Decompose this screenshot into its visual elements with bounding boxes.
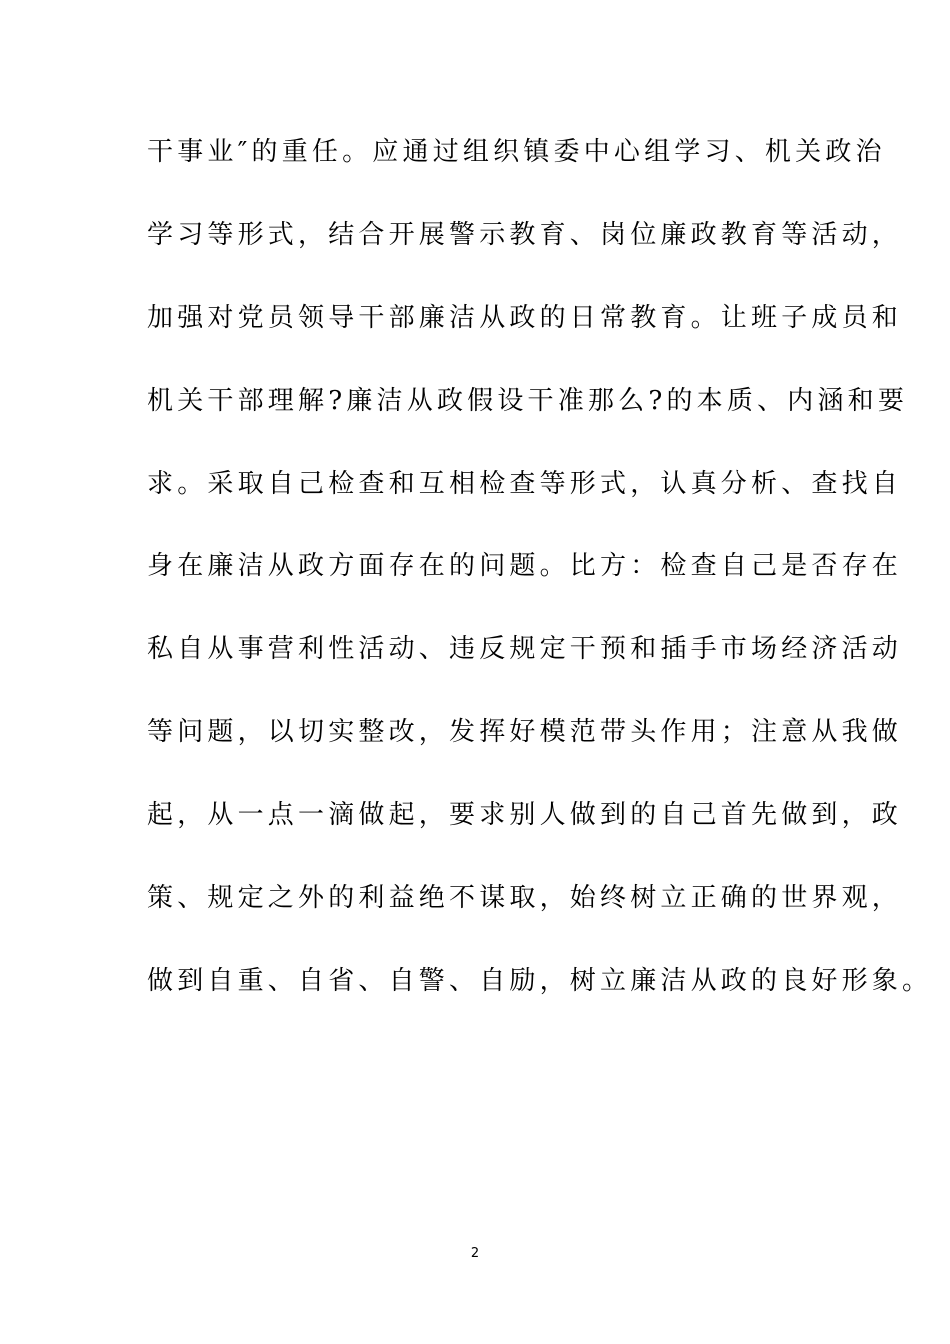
text-line-9: 起，从一点一滴做起，要求别人做到的自己首先做到，政 [147, 800, 903, 831]
text-line-8: 等问题，以切实整改，发挥好模范带头作用；注意从我做 [147, 717, 903, 748]
text-line-10: 策、规定之外的利益绝不谋取，始终树立正确的世界观， [147, 883, 903, 914]
text-line-1: 干事业″的重任。应通过组织镇委中心组学习、机关政治 [147, 137, 886, 167]
text-line-2: 学习等形式，结合开展警示教育、岗位廉政教育等活动， [147, 219, 903, 250]
text-line-4: 机关干部理解?廉洁从政假设干准那么?的本质、内涵和要 [147, 385, 909, 416]
text-line-3: 加强对党员领导干部廉洁从政的日常教育。让班子成员和 [147, 302, 903, 333]
text-line-7: 私自从事营利性活动、违反规定干预和插手市场经济活动 [147, 634, 903, 665]
text-line-6: 身在廉洁从政方面存在的问题。比方：检查自己是否存在 [147, 551, 903, 582]
text-line-11: 做到自重、自省、自警、自励，树立廉洁从政的良好形象。 [147, 965, 933, 996]
text-line-5: 求。采取自己检查和互相检查等形式，认真分析、查找自 [147, 468, 903, 499]
page-number: 2 [470, 1246, 480, 1261]
body-paragraph [147, 127, 933, 1039]
